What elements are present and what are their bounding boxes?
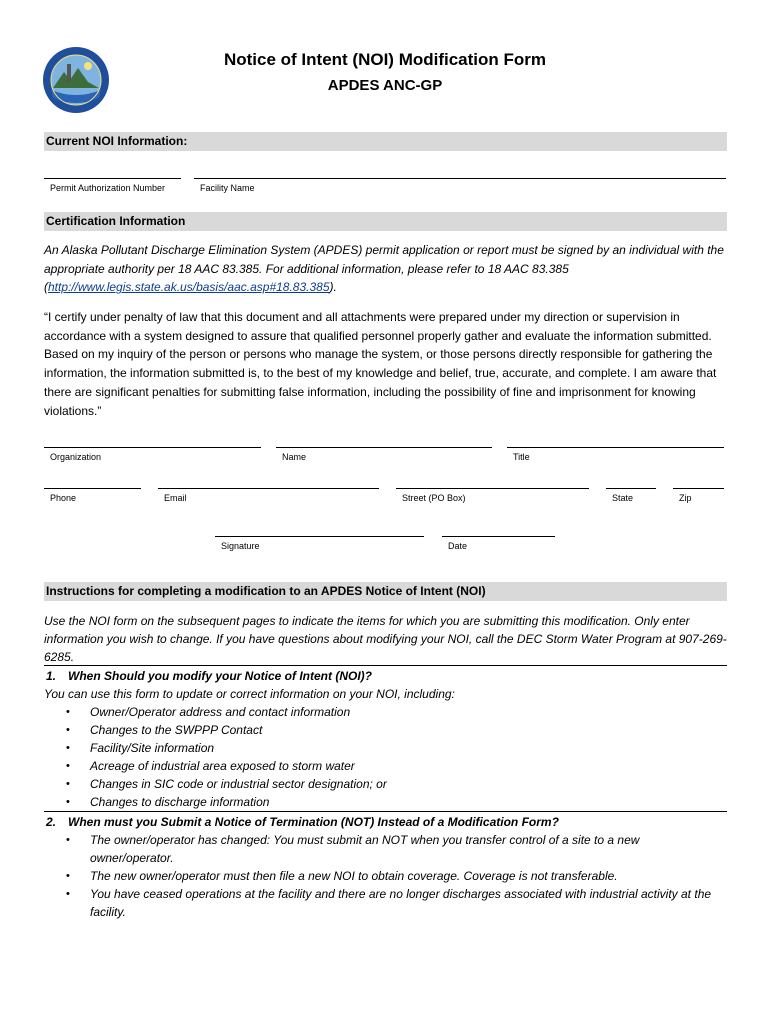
q1-heading: When Should you modify your Notice of Intent (NOI)? (68, 669, 372, 683)
organization-label: Organization (50, 452, 102, 462)
list-item: • You have ceased operations at the facility and there are no longer discharges associated with industrial activity at the facility. (66, 887, 712, 919)
instructions-intro: Use the NOI form on the subsequent pages to indicate the items for which you are submitting this modification. Only enter information you wish to change. If you have questions about modifying your NOI, call the DEC Storm Water Program at 907-269-6285. (44, 614, 727, 664)
street-field[interactable] (396, 488, 589, 504)
q2-heading: When must you Submit a Notice of Termination (NOT) Instead of a Modification Form? (68, 815, 559, 829)
phone-label: Phone (50, 493, 77, 503)
phone-field[interactable] (44, 488, 141, 504)
email-label: Email (164, 493, 187, 503)
signature-label: Signature (221, 541, 260, 551)
divider (44, 665, 727, 666)
signature-field[interactable] (215, 536, 424, 552)
certification-intro: An Alaska Pollutant Discharge Elimination System (APDES) permit application or report must be signed by an individual with the appropriate authority per 18 AAC 83.385. For additional information, please refer to 18 AAC 83.385 (http://www.legis.state.ak.us/basis/aac.asp#18.83.385). (44, 243, 724, 295)
organization-field[interactable] (44, 447, 261, 463)
form-subtitle: APDES ANC-GP (327, 77, 443, 94)
q2-number: 2. (46, 815, 57, 829)
list-item: • The owner/operator has changed: You must submit an NOT when you transfer control of a site to a new owner/operator. (66, 833, 640, 865)
list-item: • The new owner/operator must then file a new NOI to obtain coverage. Coverage is not transferable. (66, 869, 618, 883)
permit-number-label: Permit Authorization Number (50, 183, 166, 193)
certification-heading: Certification Information (44, 212, 727, 231)
facility-name-label: Facility Name (200, 183, 255, 193)
zip-field[interactable] (673, 488, 724, 504)
date-label: Date (448, 541, 468, 551)
list-item: • Changes in SIC code or industrial sector designation; or (66, 777, 387, 791)
zip-label: Zip (679, 493, 692, 503)
q1-intro: You can use this form to update or correct information on your NOI, including: (44, 687, 455, 701)
list-item: • Acreage of industrial area exposed to storm water (66, 759, 355, 773)
instructions-heading: Instructions for completing a modification to an APDES Notice of Intent (NOI) (44, 582, 727, 601)
state-field[interactable] (606, 488, 656, 504)
title-field[interactable] (507, 447, 724, 463)
form-title: Notice of Intent (NOI) Modification Form (223, 50, 547, 69)
state-label: State (612, 493, 634, 503)
list-item: • Changes to the SWPPP Contact (66, 723, 263, 737)
aac-link[interactable]: http://www.legis.state.ak.us/basis/aac.asp#18.83.385 (48, 280, 330, 295)
name-label: Name (282, 452, 307, 462)
list-item: • Changes to discharge information (66, 795, 270, 809)
divider (44, 811, 727, 812)
name-field[interactable] (276, 447, 492, 463)
q1-number: 1. (46, 669, 57, 683)
facility-name-field[interactable] (194, 178, 726, 194)
date-field[interactable] (442, 536, 555, 552)
title-label: Title (513, 452, 530, 462)
current-noi-heading: Current NOI Information: (44, 132, 727, 151)
list-item: • Facility/Site information (66, 741, 215, 755)
certification-statement: “I certify under penalty of law that this document and all attachments were prepared under my direction or supervision in accordance with a system designed to assure that qualified personnel properly gather and evaluate the information submitted. Based on my inquiry of the person or persons who manage the system, or those persons directly responsible for gathering the information, the information submitted is, to the best of my knowledge and belief, true, accurate, and complete. I am aware that there are significant penalties for submitting false information, including the possibility of fine and imprisonment for knowing violations.” (44, 310, 717, 418)
street-label: Street (PO Box) (402, 493, 466, 503)
permit-number-field[interactable] (44, 178, 181, 194)
list-item: • Owner/Operator address and contact information (66, 705, 351, 719)
email-field[interactable] (158, 488, 379, 504)
